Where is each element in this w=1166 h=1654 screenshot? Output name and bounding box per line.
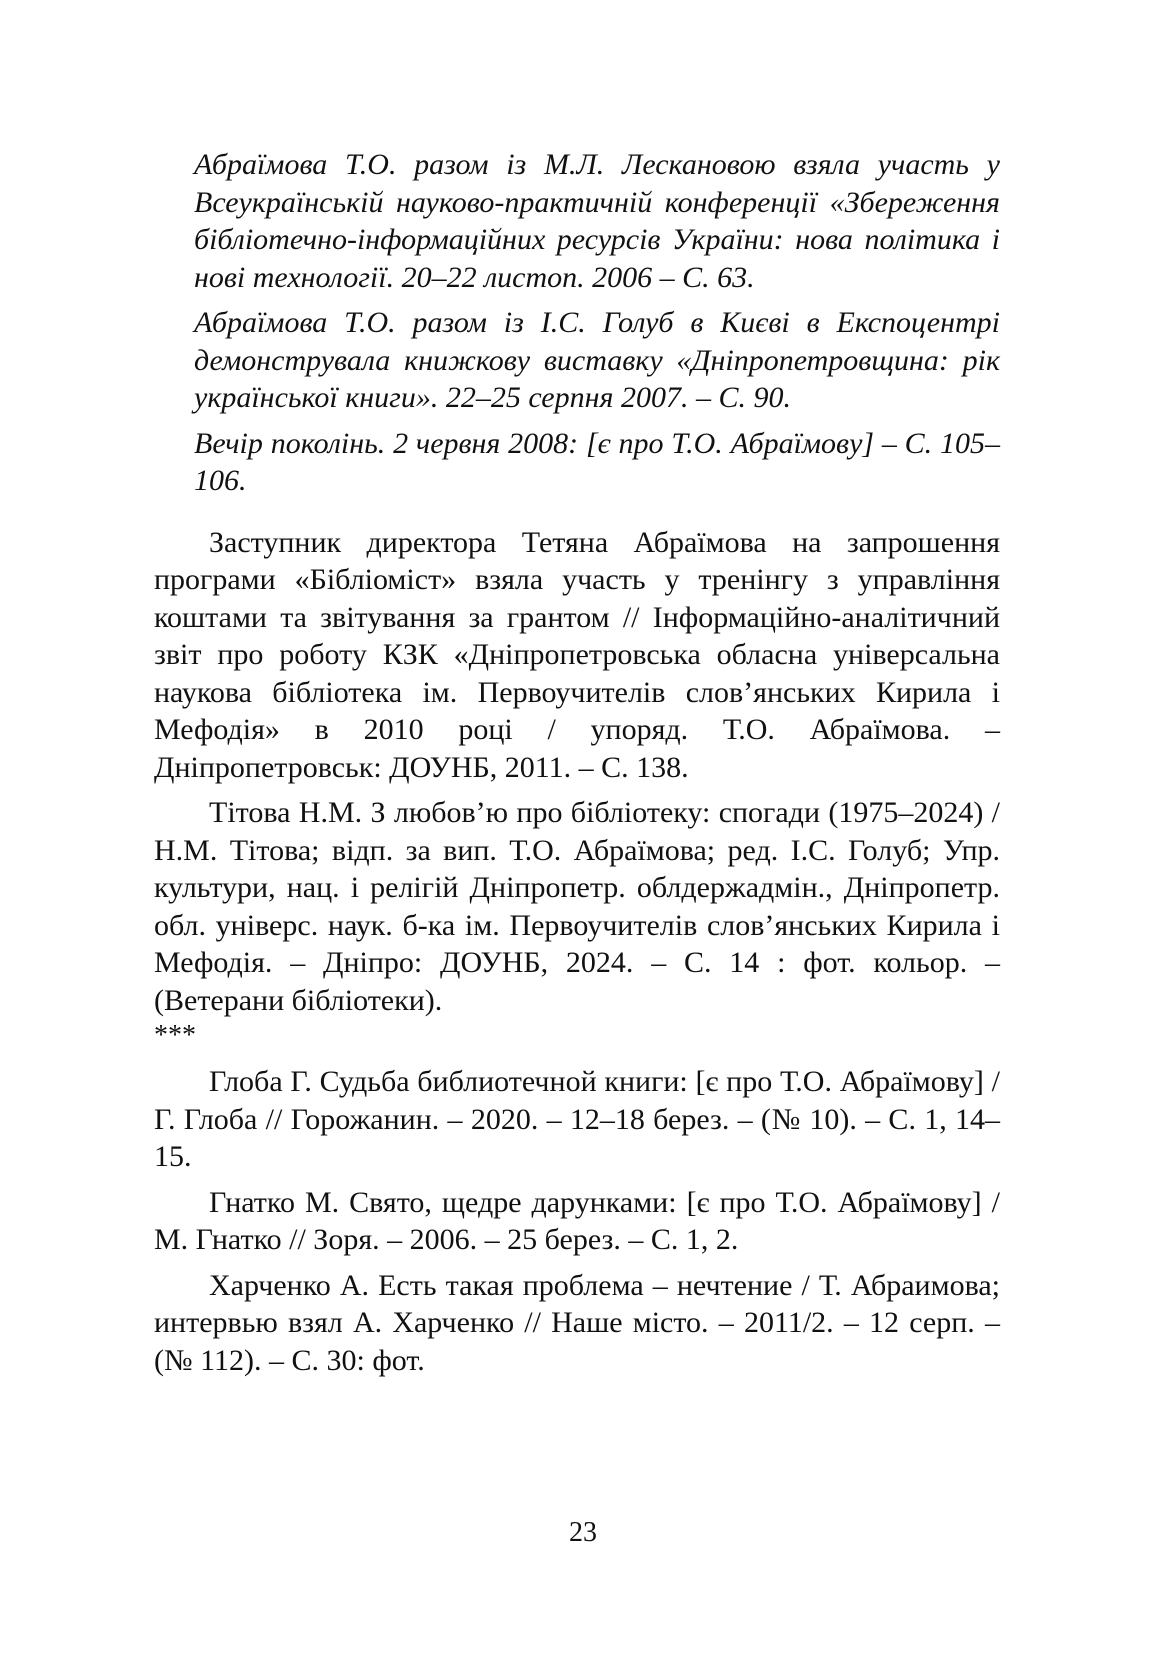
page-body — [154, 146, 1000, 1387]
bibliography-entry-italic: Абраїмова Т.О. разом із М.Л. Лескановою взяла участь у Всеукраїнській науково-практичній конференції «Збереження бібліотечно-інформаційних ресурсів України: нова політика і нові технології. 20–22 листоп. 2006 – С. 63. — [194, 148, 1000, 294]
bibliography-entry: Заступник директора Тетяна Абраїмова на запрошення програми «Бібліоміст» взяла участь у тренінгу з управління коштами та звітування за грантом // Інформаційно-аналітичний звіт про роботу КЗК «Дніпропетровська обласна універсальна наукова бібліотека ім. Первоучителів слов’янських Кирила і Мефодія» в 2010 році / упоряд. Т.О. Абраїмова. – Дніпропетровськ: ДОУНБ, 2011. – С. 138. — [154, 525, 1000, 784]
bibliography-entry: Тітова Н.М. З любов’ю про бібліотеку: спогади (1975–2024) / Н.М. Тітова; відп. за вип. Т.О. Абраїмова; ред. І.С. Голуб; Упр. культури, нац. і релігій Дніпропетр. облдержадмін., Дніпропетр. обл. універс. наук. б-ка ім. Первоучителів слов’янських Кирила і Мефодія. – Дніпро: ДОУНБ, 2024. – С. 14 : фот. кольор. – (Ветерани бібліотеки). — [154, 796, 1000, 1017]
page-number: 23 — [569, 1517, 597, 1548]
section-separator: *** — [154, 1020, 196, 1051]
bibliography-entry: Глоба Г. Судьба библиотечной книги: [є про Т.О. Абраїмову] / Г. Глоба // Горожанин. – 2020. – 12–18 берез. – (№ 10). – С. 1, 14–15. — [154, 1065, 1000, 1173]
bibliography-entry: Гнатко М. Свято, щедре дарунками: [є про Т.О. Абраїмову] / М. Гнатко // Зоря. – 2006. – 25 берез. – С. 1, 2. — [154, 1185, 1000, 1256]
bibliography-entry: Харченко А. Есть такая проблема – нечтение / Т. Абраимова; интервью взял А. Харченко // Наше місто. – 2011/2. – 12 серп. – (№ 112). – С. 30: фот. — [154, 1268, 1000, 1377]
bibliography-entry-italic: Абраїмова Т.О. разом із І.С. Голуб в Києві в Експоцентрі демонструвала книжкову виставку «Дніпропетровщина: рік української книги». 22–25 серпня 2007. – С. 90. — [194, 306, 1000, 414]
bibliography-entry-italic: Вечір поколінь. 2 червня 2008: [є про Т.О. Абраїмову] – С. 105–106. — [194, 426, 1000, 497]
